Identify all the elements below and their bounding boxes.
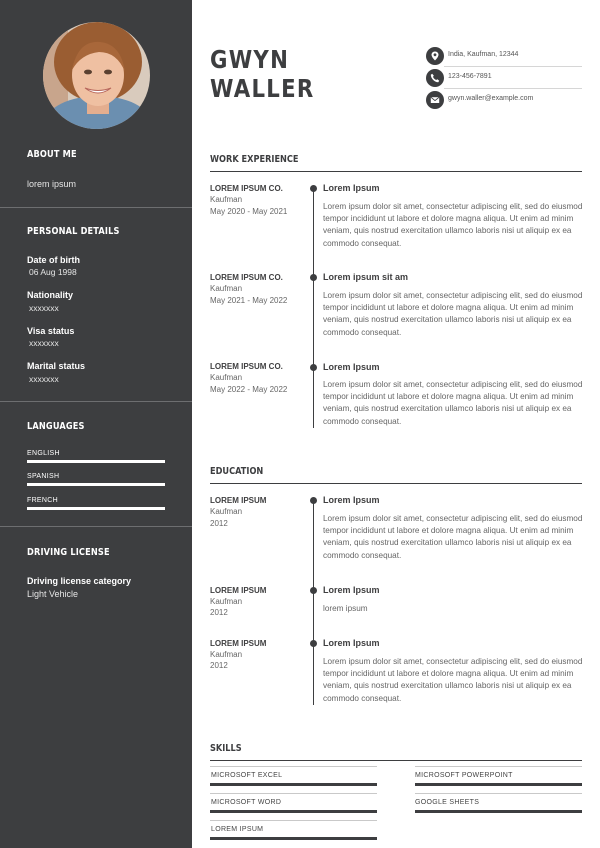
map-pin-icon	[426, 47, 444, 65]
timeline-dot	[310, 497, 317, 504]
language-level-bar	[27, 460, 165, 463]
degree-title: Lorem Ipsum	[323, 585, 380, 595]
contact-address	[426, 46, 582, 66]
company-name: LOREM IPSUM CO.	[210, 273, 283, 282]
education-heading: EDUCATION	[210, 466, 264, 477]
timeline-dot	[310, 364, 317, 371]
timeline-line	[313, 500, 314, 705]
timeline-line	[313, 188, 314, 428]
sidebar	[0, 0, 192, 848]
driving-license-value: Light Vehicle	[27, 589, 79, 599]
nationality-label: Nationality	[27, 290, 74, 300]
contact-phone	[426, 68, 582, 88]
work-experience-heading: WORK EXPERIENCE	[210, 154, 299, 165]
job-description: Lorem ipsum dolor sit amet, consectetur adipiscing elit, sed do eiusmod tempor incididunt ut labore et dolore magna aliqua. Ut enim ad minim veniam, quis nostrud exercitation ullamco laboris nisi ut aliquip ex ea commodo consequat.	[323, 291, 583, 337]
skill-name: MICROSOFT POWERPOINT	[415, 772, 513, 779]
skills-heading: SKILLS	[210, 743, 242, 754]
divider	[0, 401, 192, 402]
divider	[444, 88, 582, 89]
section-rule	[210, 483, 582, 484]
about-heading: ABOUT ME	[27, 149, 77, 160]
marital-status-value: xxxxxxx	[29, 374, 59, 384]
language-level-bar	[27, 507, 165, 510]
timeline-dot	[310, 185, 317, 192]
skill-rule	[210, 766, 377, 767]
skill-level-bar	[210, 837, 377, 840]
skill-level-bar	[415, 810, 582, 813]
contact-email[interactable]	[426, 90, 582, 110]
phone-icon	[426, 69, 444, 87]
divider	[0, 526, 192, 527]
candidate-name	[210, 45, 315, 103]
language-level-bar	[27, 483, 165, 486]
school-name: LOREM IPSUM	[210, 496, 267, 505]
language-name: SPANISH	[27, 473, 60, 480]
personal-details-heading: PERSONAL DETAILS	[27, 226, 120, 237]
timeline-dot	[310, 274, 317, 281]
language-name: FRENCH	[27, 497, 58, 504]
degree-description: lorem ipsum	[323, 604, 368, 613]
job-description: Lorem ipsum dolor sit amet, consectetur adipiscing elit, sed do eiusmod tempor incididunt ut labore et dolore magna aliqua. Ut enim ad minim veniam, quis nostrud exercitation ullamco laboris nisi ut aliquip ex ea commodo consequat.	[323, 202, 583, 248]
address-text: India, Kaufman, 12344	[448, 51, 519, 58]
driving-license-heading: DRIVING LICENSE	[27, 547, 110, 558]
skill-rule	[415, 766, 582, 767]
school-name: LOREM IPSUM	[210, 639, 267, 648]
degree-description: Lorem ipsum dolor sit amet, consectetur adipiscing elit, sed do eiusmod tempor incididunt ut labore et dolore magna aliqua. Ut enim ad minim veniam, quis nostrud exercitation ullamco laboris nisi ut aliquip ex ea commodo consequat.	[323, 514, 583, 560]
school-location: Kaufman	[210, 597, 243, 606]
skill-level-bar	[210, 783, 377, 786]
company-location: Kaufman	[210, 284, 243, 293]
envelope-icon	[426, 91, 444, 109]
employment-dates: May 2021 - May 2022	[210, 296, 288, 305]
skill-name: LOREM IPSUM	[211, 826, 264, 833]
section-rule	[210, 760, 582, 761]
graduation-year: 2012	[210, 608, 228, 617]
language-name: ENGLISH	[27, 450, 60, 457]
visa-status-label: Visa status	[27, 326, 75, 336]
skill-level-bar	[210, 810, 377, 813]
dob-value: 06 Aug 1998	[29, 267, 77, 277]
divider	[444, 66, 582, 67]
employment-dates: May 2020 - May 2021	[210, 207, 288, 216]
dob-label: Date of birth	[27, 255, 80, 265]
employment-dates: May 2022 - May 2022	[210, 385, 288, 394]
driving-license-label: Driving license category	[27, 576, 132, 586]
divider	[0, 207, 192, 208]
skill-rule	[210, 820, 377, 821]
phone-text: 123-456-7891	[448, 73, 492, 80]
languages-heading: LANGUAGES	[27, 421, 85, 432]
skill-name: GOOGLE SHEETS	[415, 799, 480, 806]
first-name: GWYN	[210, 45, 290, 74]
degree-title: Lorem Ipsum	[323, 495, 380, 505]
visa-status-value: xxxxxxx	[29, 338, 59, 348]
job-title: Lorem Ipsum	[323, 362, 380, 372]
skill-rule	[415, 793, 582, 794]
about-text: lorem ipsum	[27, 179, 77, 189]
school-location: Kaufman	[210, 507, 243, 516]
job-title: Lorem ipsum sit am	[323, 272, 409, 282]
nationality-value: xxxxxxx	[29, 303, 59, 313]
graduation-year: 2012	[210, 519, 228, 528]
timeline-dot	[310, 587, 317, 594]
skill-name: MICROSOFT EXCEL	[211, 772, 283, 779]
profile-photo	[43, 22, 150, 129]
skill-name: MICROSOFT WORD	[211, 799, 282, 806]
job-title: Lorem Ipsum	[323, 183, 380, 193]
skill-level-bar	[415, 783, 582, 786]
skill-rule	[210, 793, 377, 794]
job-description: Lorem ipsum dolor sit amet, consectetur adipiscing elit, sed do eiusmod tempor incididunt ut labore et dolore magna aliqua. Ut enim ad minim veniam, quis nostrud exercitation ullamco laboris nisi ut aliquip ex ea commodo consequat.	[323, 380, 583, 426]
degree-description: Lorem ipsum dolor sit amet, consectetur adipiscing elit, sed do eiusmod tempor incididunt ut labore et dolore magna aliqua. Ut enim ad minim veniam, quis nostrud exercitation ullamco laboris nisi ut aliquip ex ea commodo consequat.	[323, 657, 583, 703]
marital-status-label: Marital status	[27, 361, 86, 371]
company-location: Kaufman	[210, 373, 243, 382]
graduation-year: 2012	[210, 661, 228, 670]
timeline-dot	[310, 640, 317, 647]
school-name: LOREM IPSUM	[210, 586, 267, 595]
last-name: WALLER	[210, 74, 315, 103]
company-name: LOREM IPSUM CO.	[210, 184, 283, 193]
email-link[interactable]: gwyn.waller@example.com	[448, 95, 534, 102]
company-name: LOREM IPSUM CO.	[210, 362, 283, 371]
school-location: Kaufman	[210, 650, 243, 659]
section-rule	[210, 171, 582, 172]
company-location: Kaufman	[210, 195, 243, 204]
degree-title: Lorem Ipsum	[323, 638, 380, 648]
